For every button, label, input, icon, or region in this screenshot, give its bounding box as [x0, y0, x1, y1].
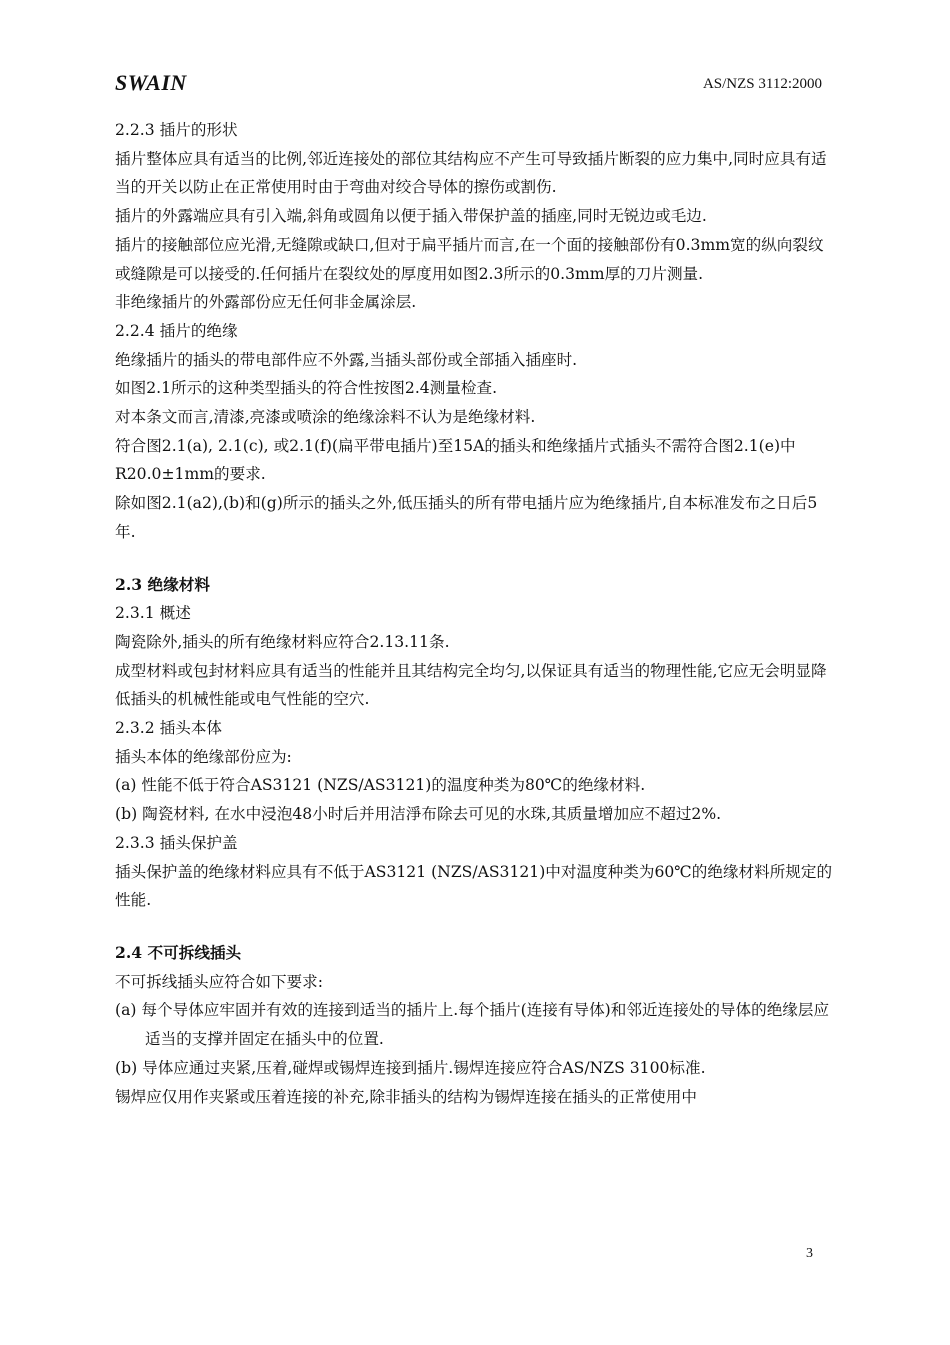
paragraph: 成型材料或包封材料应具有适当的性能并且其结构完全均匀,以保证具有适当的物理性能,它应无会明显降低插头的机械性能或电气性能的空穴. — [115, 661, 827, 709]
paragraph: 不可拆线插头应符合如下要求: — [115, 972, 323, 991]
paragraph: (a) 性能不低于符合AS3121 (NZS/AS3121)的温度种类为80℃的绝缘材料. — [115, 776, 646, 795]
list-item: (a) 每个导体应牢固并有效的连接到适当的插片上.每个插片(连接有导体)和邻近连接处的导体的绝缘层应适当的支撑并固定在插头中的位置. — [115, 1001, 830, 1049]
subsection-heading: 2.3.2 插头本体 — [115, 719, 223, 738]
paragraph: 除如图2.1(a2),(b)和(g)所示的插头之外,低压插头的所有带电插片应为绝缘插片,自本标准发布之日后5年. — [115, 494, 818, 541]
document-body — [115, 116, 835, 1111]
paragraph: (b) 导体应通过夹紧,压着,碰焊或锡焊连接到插片.锡焊连接应符合AS/NZS 3100标准. — [115, 1058, 706, 1077]
paragraph: 插头本体的绝缘部份应为: — [115, 747, 292, 766]
paragraph: (b) 陶瓷材料, 在水中浸泡48小时后并用洁淨布除去可见的水珠,其质量增加应不超过2%. — [115, 805, 722, 824]
subsection-heading: 2.2.4 插片的绝缘 — [115, 321, 238, 340]
paragraph: 对本条文而言,清漆,亮漆或喷涂的绝缘涂料不认为是绝缘材料. — [115, 408, 536, 427]
section-heading: 2.4 不可拆线插头 — [115, 942, 242, 962]
page-header — [115, 70, 822, 100]
page-number: 3 — [806, 1246, 813, 1261]
section-heading: 2.3 绝缘材料 — [115, 574, 210, 594]
paragraph: 非绝缘插片的外露部份应无任何非金属涂层. — [115, 293, 417, 312]
paragraph: 插片的外露端应具有引入端,斜角或圆角以便于插入带保护盖的插座,同时无锐边或毛边. — [115, 207, 707, 226]
paragraph: 锡焊应仅用作夹紧或压着连接的补充,除非插头的结构为锡焊连接在插头的正常使用中 — [115, 1087, 697, 1106]
section-spacer — [115, 915, 835, 939]
subsection-heading: 2.3.1 概述 — [115, 604, 191, 623]
section-spacer — [115, 547, 835, 571]
paragraph: 插片的接触部位应光滑,无缝隙或缺口,但对于扁平插片而言,在一个面的接触部份有0.3mm宽的纵向裂纹或缝隙是可以接受的.任何插片在裂纹处的厚度用如图2.3所示的0.3mm厚的刀片测量. — [115, 235, 824, 283]
paragraph: 如图2.1所示的这种类型插头的符合性按图2.4测量检查. — [115, 379, 498, 398]
paragraph: 插片整体应具有适当的比例,邻近连接处的部位其结构应不产生可导致插片断裂的应力集中,同时应具有适当的开关以防止在正常使用时由于弯曲对绞合导体的擦伤或割伤. — [115, 149, 827, 197]
paragraph: 绝缘插片的插头的带电部件应不外露,当插头部份或全部插入插座时. — [115, 350, 578, 369]
subsection-heading: 2.2.3 插片的形状 — [115, 121, 238, 139]
paragraph: 符合图2.1(a), 2.1(c), 或2.1(f)(扁平带电插片)至15A的插头和绝缘插片式插头不需符合图2.1(e)中R20.0±1mm的要求. — [115, 436, 796, 484]
standard-number: AS/NZS 3112:2000 — [702, 76, 822, 92]
paragraph: 插头保护盖的绝缘材料应具有不低于AS3121 (NZS/AS3121)中对温度种类为60℃的绝缘材料所规定的性能. — [115, 862, 833, 910]
subsection-heading: 2.3.3 插头保护盖 — [115, 833, 238, 852]
brand-logo: SWAIN — [115, 70, 187, 95]
paragraph: 陶瓷除外,插头的所有绝缘材料应符合2.13.11条. — [115, 632, 450, 651]
